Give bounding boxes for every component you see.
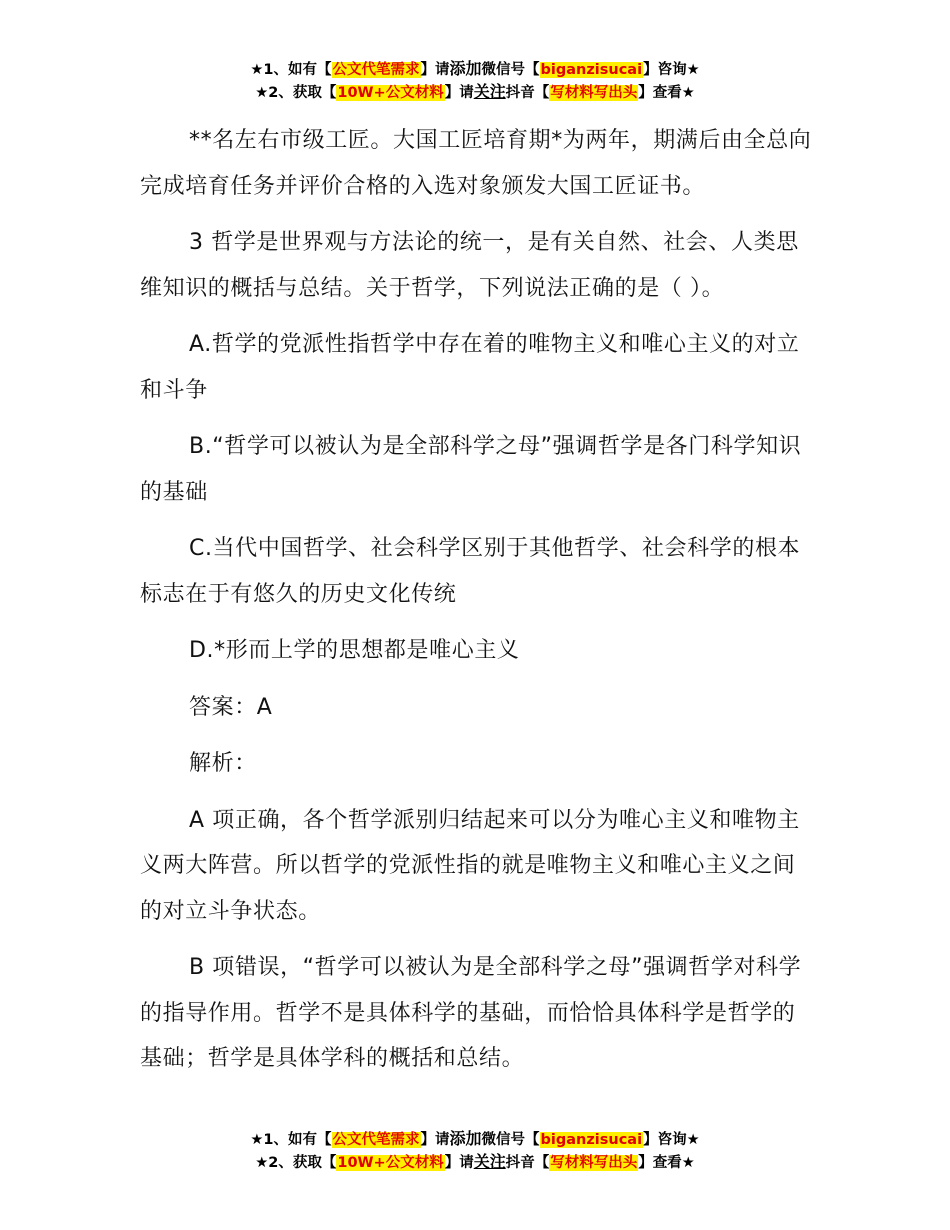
emphasis-follow: 关注 (473, 82, 506, 101)
banner-text: ★2、获取【 (255, 1155, 337, 1171)
emphasis-add: 添加 (449, 59, 482, 78)
question-stem: 3 哲学是世界观与方法论的统一，是有关自然、社会、人类思维知识的概括与总结。关于哲学，下列说法正确的是（ ）。 (140, 230, 799, 301)
highlight-materials: 10W+公文材料 (337, 1155, 444, 1171)
banner-text: 】请 (444, 85, 474, 101)
document-body (140, 118, 812, 1093)
banner-text: 】查看★ (638, 1155, 695, 1171)
banner-text: ★2、获取【 (255, 85, 337, 101)
highlight-ghostwriting: 公文代笔需求 (332, 1132, 420, 1148)
analysis-a: A 项正确，各个哲学派别归结起来可以分为唯心主义和唯物主义两大阵营。所以哲学的党派性指的就是唯物主义和唯心主义之间的对立斗争状态。 (140, 807, 800, 924)
highlight-douyin-account: 写材料写出头 (550, 1155, 638, 1171)
banner-line-2 (0, 1151, 950, 1174)
banner-text: 微信号【 (481, 62, 540, 78)
banner-line-1 (0, 58, 950, 81)
emphasis-follow: 关注 (473, 1152, 506, 1171)
banner-text: 抖音【 (505, 1155, 550, 1171)
banner-line-2 (0, 81, 950, 104)
option-a: A.哲学的党派性指哲学中存在着的唯物主义和唯心主义的对立和斗争 (140, 332, 800, 403)
highlight-ghostwriting: 公文代笔需求 (332, 62, 420, 78)
highlight-materials: 10W+公文材料 (337, 85, 444, 101)
banner-text: 】请 (420, 62, 450, 78)
banner-line-1 (0, 1128, 950, 1151)
banner-text: 】请 (420, 1132, 450, 1148)
banner-text: 抖音【 (505, 85, 550, 101)
option-b: B.“哲学可以被认为是全部科学之母”强调哲学是各门科学知识的基础 (140, 434, 802, 505)
banner-text: 】咨询★ (643, 1132, 700, 1148)
answer: 答案：A (189, 694, 273, 720)
banner-text: ★1、如有【 (250, 1132, 332, 1148)
option-c: C.当代中国哲学、社会科学区别于其他哲学、社会科学的根本标志在于有悠久的历史文化传统 (140, 536, 801, 607)
highlight-douyin-account: 写材料写出头 (550, 85, 638, 101)
emphasis-add: 添加 (449, 1129, 482, 1148)
header-banner (0, 58, 950, 104)
banner-text: 】查看★ (638, 85, 695, 101)
option-d: D.*形而上学的思想都是唯心主义 (189, 638, 520, 663)
paragraph-intro: **名左右市级工匠。大国工匠培育期*为两年，期满后由全总向完成培育任务并评价合格的入选对象颁发大国工匠证书。 (140, 128, 812, 199)
highlight-wechat-id: biganzisucai (540, 1132, 643, 1148)
footer-banner (0, 1128, 950, 1174)
banner-text: ★1、如有【 (250, 62, 332, 78)
analysis-b: B 项错误，“哲学可以被认为是全部科学之母”强调哲学对科学的指导作用。哲学不是具体科学的基础，而恰恰具体科学是哲学的基础；哲学是具体学科的概括和总结。 (140, 955, 802, 1071)
analysis-heading: 解析： (189, 751, 257, 776)
highlight-wechat-id: biganzisucai (540, 62, 643, 78)
banner-text: 】咨询★ (643, 62, 700, 78)
banner-text: 微信号【 (481, 1132, 540, 1148)
banner-text: 】请 (444, 1155, 474, 1171)
